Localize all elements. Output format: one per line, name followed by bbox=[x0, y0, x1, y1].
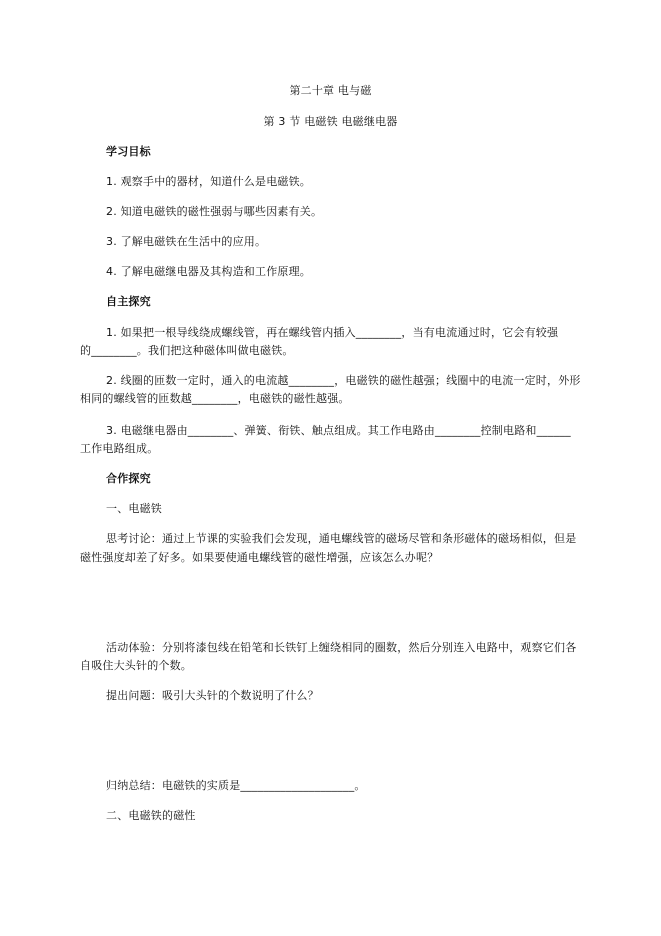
self-study-heading: 自主探究 bbox=[106, 295, 151, 308]
self-study-q1-line1: 1. 如果把一根导线绕成螺线管，再在螺线管内插入________，当有电流通过时，它会有较强 bbox=[106, 326, 559, 339]
cooperative-heading: 合作探究 bbox=[106, 472, 151, 485]
summary-line: 归纳总结：电磁铁的实质是____________________。 bbox=[106, 779, 366, 792]
activity-line1: 活动体验：分别将漆包线在铅笔和长铁钉上缠绕相同的圈数，然后分别连入电路中，观察它们各 bbox=[106, 641, 577, 654]
objective-item: 2. 知道电磁铁的磁性强弱与哪些因素有关。 bbox=[106, 205, 323, 218]
activity-line2: 自吸住大头针的个数。 bbox=[80, 659, 192, 672]
chapter-title: 第二十章 电与磁 bbox=[289, 84, 372, 97]
objective-item: 3. 了解电磁铁在生活中的应用。 bbox=[106, 235, 267, 248]
self-study-q3-line1: 3. 电磁继电器由________、弹簧、衔铁、触点组成。其工作电路由________控制电路和______ bbox=[106, 424, 571, 437]
part1-heading: 一、电磁铁 bbox=[106, 502, 162, 515]
discussion-line1: 思考讨论：通过上节课的实验我们会发现，通电螺线管的磁场尽管和条形磁体的磁场相似，但是 bbox=[106, 532, 577, 545]
discussion-line2: 磁性强度却差了好多。如果要使通电螺线管的磁性增强，应该怎么办呢？ bbox=[80, 551, 439, 564]
self-study-q2-line2: 相同的螺线管的匝数越________，电磁铁的磁性越强。 bbox=[80, 392, 350, 405]
self-study-q2-line1: 2. 线圈的匝数一定时，通入的电流越________，电磁铁的磁性越强；线圈中的电流一定时，外形 bbox=[106, 374, 581, 387]
self-study-q1-line2: 的________。我们把这种磁体叫做电磁铁。 bbox=[80, 344, 294, 357]
section-title: 第 3 节 电磁铁 电磁继电器 bbox=[263, 115, 398, 128]
self-study-q3-line2: 工作电路组成。 bbox=[80, 442, 159, 455]
question-line: 提出问题：吸引大头针的个数说明了什么？ bbox=[106, 689, 319, 702]
objectives-heading: 学习目标 bbox=[106, 145, 151, 158]
objective-item: 1. 观察手中的器材，知道什么是电磁铁。 bbox=[106, 175, 311, 188]
part2-heading: 二、电磁铁的磁性 bbox=[106, 809, 196, 822]
objective-item: 4. 了解电磁继电器及其构造和工作原理。 bbox=[106, 265, 311, 278]
